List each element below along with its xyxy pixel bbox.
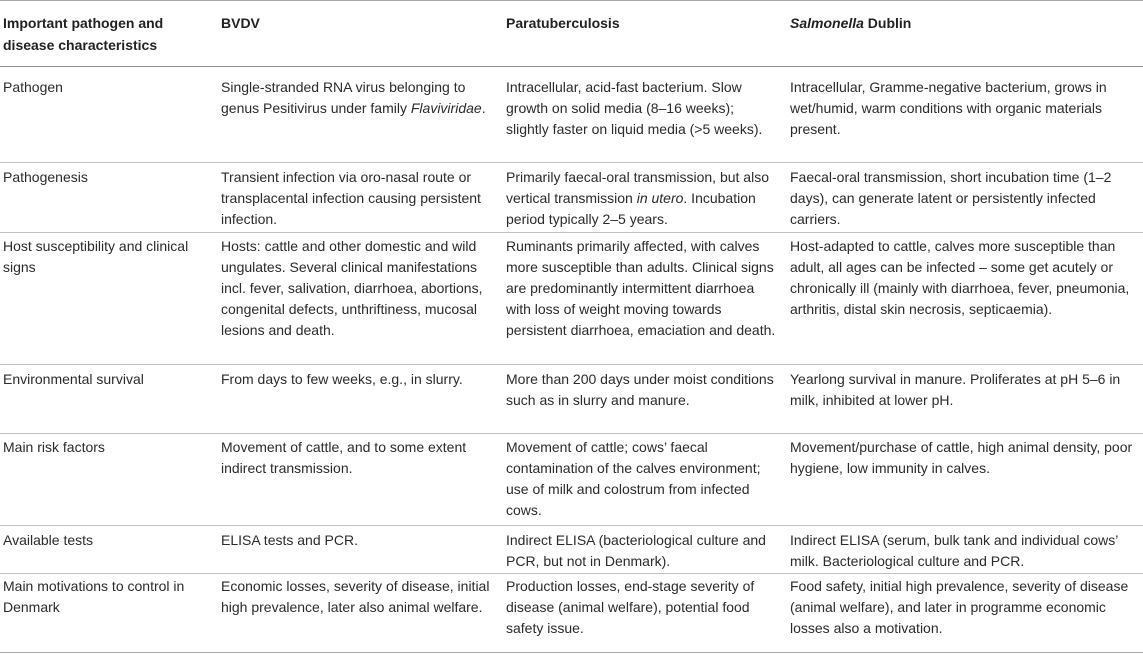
header-paratuberculosis: Paratuberculosis — [506, 15, 620, 31]
row-label-pathogen: Pathogen — [3, 79, 63, 95]
row-rule — [0, 364, 1143, 365]
row-label-available-tests: Available tests — [3, 532, 94, 548]
row-label-pathogenesis: Pathogenesis — [3, 169, 88, 185]
row-risk-para: Movement of cattle; cows’ faecal contamination of the calves environment; use of milk and colostrum from infected cows. — [506, 439, 761, 518]
row-risk-salm: Movement/purchase of cattle, high animal density, poor hygiene, low immunity in calves. — [790, 439, 1133, 476]
row-tests-para: Indirect ELISA (bacteriological culture and PCR, but not in Denmark). — [506, 532, 766, 569]
row-risk-bvdv: Movement of cattle, and to some extent indirect transmission. — [221, 439, 467, 476]
bvdv-italic: Flaviviridae — [410, 100, 482, 116]
row-pathogen-para: Intracellular, acid-fast bacterium. Slow growth on solid media (8–16 weeks); slightly faster on liquid media (>5 weeks). — [506, 79, 763, 137]
row-pathogenesis-salm: Faecal-oral transmission, short incubation time (1–2 days), can generate latent or persistently infected carriers. — [790, 169, 1112, 227]
row-host-salm: Host-adapted to cattle, calves more susceptible than adult, all ages can be infected – some get acutely or chronically ill (mainly with diarrhoea, fever, pneumonia, arthritis, distal skin necrosis, septicaemia). — [790, 238, 1130, 317]
row-rule — [0, 162, 1143, 163]
row-host-bvdv: Hosts: cattle and other domestic and wild ungulates. Several clinical manifestations incl. fever, salivation, diarrhoea, abortions, congenital defects, unthriftiness, mucosal lesions and death. — [221, 238, 483, 338]
row-pathogenesis-bvdv: Transient infection via oro-nasal route or transplacental infection causing persistent infection. — [221, 169, 481, 227]
row-motivations-para: Production losses, end-stage severity of disease (animal welfare), potential food safety issue. — [506, 578, 755, 636]
row-label-risk-factors: Main risk factors — [3, 439, 105, 455]
bvdv-end: . — [481, 100, 486, 116]
row-env-salm: Yearlong survival in manure. Proliferates at pH 5–6 in milk, inhibited at lower pH. — [790, 371, 1121, 408]
header-rule — [0, 66, 1143, 67]
table-top-rule — [0, 0, 1143, 1]
para-end: . Incubation period typically 2–5 years. — [506, 190, 756, 227]
row-rule — [0, 433, 1143, 434]
para-italic: in utero — [636, 190, 684, 206]
row-env-bvdv: From days to few weeks, e.g., in slurry. — [221, 371, 463, 387]
row-motivations-bvdv: Economic losses, severity of disease, initial high prevalence, later also animal welfare. — [221, 578, 490, 615]
header-salmonella-italic: Salmonella — [790, 15, 864, 31]
row-rule — [0, 573, 1143, 574]
bvdv-text: Single-stranded RNA virus belonging to genus Pesitivirus under family — [221, 79, 466, 116]
row-label-environmental-survival: Environmental survival — [3, 371, 144, 387]
row-motivations-salm: Food safety, initial high prevalence, severity of disease (animal welfare), and later in programme economic losses also a motivation. — [790, 578, 1129, 636]
row-pathogen-bvdv — [221, 77, 493, 119]
row-label-motivations: Main motivations to control in Denmark — [3, 578, 185, 615]
row-host-para: Ruminants primarily affected, with calves more susceptible than adults. Clinical signs are predominantly intermittent diarrhoea with loss of weight moving towards persistent diarrhoea, emaciation and death. — [506, 238, 776, 338]
para-text: Primarily faecal-oral transmission, but also vertical transmission — [506, 169, 769, 206]
header-salmonella-dublin — [790, 12, 1140, 34]
row-rule — [0, 232, 1143, 233]
row-tests-salm: Indirect ELISA (serum, bulk tank and individual cows’ milk. Bacteriological culture and PCR. — [790, 532, 1118, 569]
row-tests-bvdv: ELISA tests and PCR. — [221, 532, 358, 548]
row-pathogen-salm: Intracellular, Gramme-negative bacterium, grows in wet/humid, warm conditions with organic materials present. — [790, 79, 1107, 137]
row-env-para: More than 200 days under moist conditions such as in slurry and manure. — [506, 371, 774, 408]
header-dublin: Dublin — [863, 15, 912, 31]
row-label-host-susceptibility: Host susceptibility and clinical signs — [3, 238, 189, 275]
table-bottom-rule — [0, 652, 1143, 653]
header-bvdv: BVDV — [221, 15, 260, 31]
row-pathogenesis-para — [506, 167, 776, 230]
row-rule — [0, 525, 1143, 526]
header-characteristics: Important pathogen and disease characteristics — [3, 15, 164, 53]
